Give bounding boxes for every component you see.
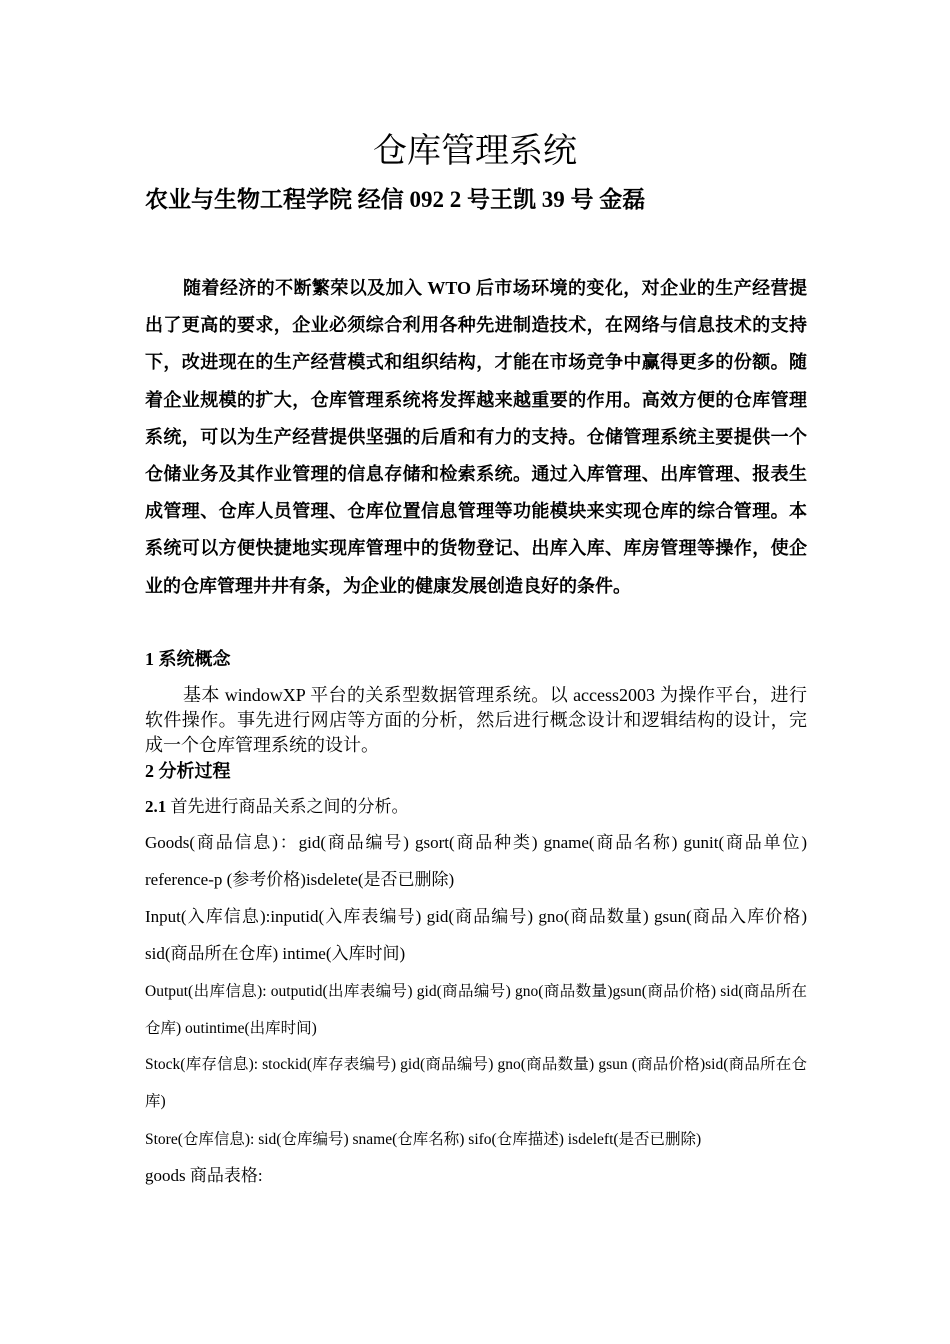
section-2-heading: 2 分析过程: [145, 761, 231, 781]
goods-table-label: goods 商品表格:: [145, 1166, 263, 1185]
section-1-paragraph: 基本 windowXP 平台的关系型数据管理系统。以 access2003 为操作平台，进行软件操作。事先进行网店等方面的分析，然后进行概念设计和逻辑结构的设计，完成一个仓库管理系统的设计。: [145, 685, 807, 755]
subsection-text: 首先进行商品关系之间的分析。: [166, 797, 409, 816]
section-1-heading: 1 系统概念: [145, 649, 231, 669]
input-definition: Input(入库信息):inputid(入库表编号) gid(商品编号) gno(商品数量) gsun(商品入库价格) sid(商品所在仓库) intime(入库时间): [145, 907, 807, 963]
stock-definition: Stock(库存信息): stockid(库存表编号) gid(商品编号) gno(商品数量) gsun (商品价格)sid(商品所在仓库): [145, 1056, 807, 1110]
subsection-number: 2.1: [145, 797, 167, 816]
subsection-2-1: [145, 788, 807, 825]
output-definition: Output(出库信息): outputid(出库表编号) gid(商品编号) gno(商品数量)gsun(商品价格) sid(商品所在仓库) outintime(出库时间): [145, 983, 807, 1037]
store-definition: Store(仓库信息): sid(仓库编号) sname(仓库名称) sifo(仓库描述) isdeleft(是否已删除): [145, 1131, 702, 1148]
abstract-paragraph: 随着经济的不断繁荣以及加入 WTO 后市场环境的变化，对企业的生产经营提出了更高的要求，企业必须综合利用各种先进制造技术，在网络与信息技术的支持下，改进现在的生产经营模式和组织结构，才能在市场竞争中赢得更多的份额。随着企业规模的扩大，仓库管理系统将发挥越来越重要的作用。高效方便的仓库管理系统，可以为生产经营提供坚强的后盾和有力的支持。仓储管理系统主要提供一个仓储业务及其作业管理的信息存储和检索系统。通过入库管理、出库管理、报表生成管理、仓库人员管理、仓库位置信息管理等功能模块来实现仓库的综合管理。本系统可以方便快捷地实现库管理中的货物登记、出库入库、库房管理等操作，使企业的仓库管理井井有条，为企业的健康发展创造良好的条件。: [145, 278, 807, 596]
document-title: 仓库管理系统: [373, 133, 577, 170]
author-line: 农业与生物工程学院 经信 092 2 号王凯 39 号 金磊: [145, 187, 646, 212]
goods-definition: Goods(商品信息)：gid(商品编号) gsort(商品种类) gname(商品名称) gunit(商品单位) reference-p (参考价格)isdelete(是否已删除): [145, 833, 807, 889]
